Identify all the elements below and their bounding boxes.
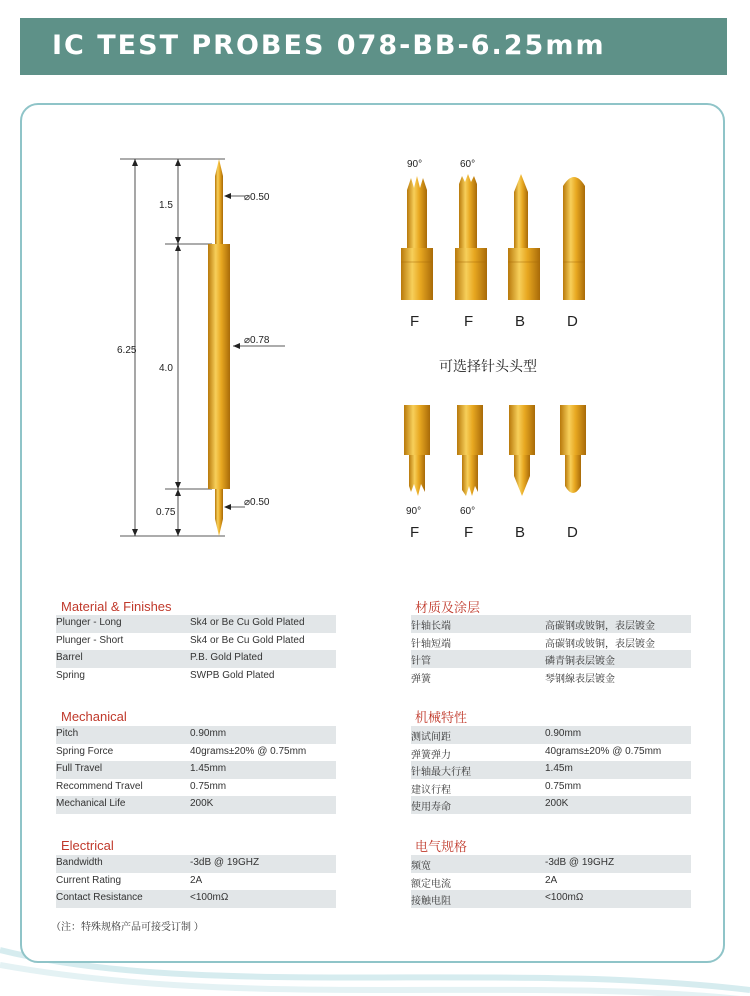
cn-mechanical-table [411, 726, 691, 814]
table-row [56, 650, 336, 668]
spec-key: Recommend Travel [56, 780, 143, 792]
spec-value: Sk4 or Be Cu Gold Plated [190, 634, 305, 646]
spec-key: Mechanical Life [56, 798, 126, 809]
tip-letter-bottom-1: F [410, 524, 420, 541]
tip-d-top [563, 177, 585, 300]
spec-key: Barrel [56, 652, 83, 663]
cn-mechanical-title: 机械特性 [415, 710, 468, 725]
cn-electrical-table [411, 855, 691, 908]
en-material-table [56, 615, 336, 685]
table-row [56, 779, 336, 797]
spec-value: 琴钢線表层镀金 [545, 673, 615, 685]
tip-f90-top [401, 176, 433, 300]
spec-key: Plunger - Short [56, 634, 124, 646]
tip-f90-bottom [404, 405, 430, 496]
footnote: （注：特殊规格产品可接受订制 ） [51, 922, 204, 933]
tip-letter-top-3: B [515, 313, 526, 330]
spec-key: Bandwidth [56, 857, 103, 868]
dim-tip-bottom-label: 0.75 [156, 507, 176, 518]
spec-value: 0.75mm [190, 780, 227, 792]
table-row [56, 796, 336, 814]
spec-key: Plunger - Long [56, 617, 122, 628]
spec-value: 0.90mm [190, 728, 227, 739]
spec-key: 弹簧 [411, 673, 431, 685]
spec-value: <100mΩ [545, 892, 584, 903]
spec-key: Spring [56, 669, 85, 681]
table-row [56, 855, 336, 873]
spec-value: 40grams±20% @ 0.75mm [545, 745, 662, 757]
spec-value: 0.90mm [545, 728, 582, 739]
spec-value: 40grams±20% @ 0.75mm [190, 745, 307, 757]
dim-total-label: 6.25 [117, 345, 137, 356]
tips-caption: 可选择针头头型 [439, 358, 537, 374]
tip-b-top [508, 174, 540, 300]
spec-value: 高碳钢或铍铜，表层镀金 [545, 621, 655, 632]
table-row [56, 744, 336, 762]
spec-key: 针轴长端 [411, 621, 451, 632]
tip-angle-60-top: 60° [460, 159, 476, 170]
table-row [411, 873, 691, 891]
tip-letter-bottom-3: B [515, 524, 526, 541]
page-title: IC TEST PROBES 078-BB-6.25mm [52, 30, 606, 61]
spec-value: 磷青铜表层镀金 [545, 656, 615, 667]
tip-letter-bottom-4: D [567, 524, 578, 541]
spec-key: 接触电阻 [411, 896, 451, 907]
table-row [411, 744, 691, 762]
spec-key: 测试间距 [411, 732, 451, 743]
spec-key: 针轴短端 [411, 638, 451, 650]
table-row [56, 873, 336, 891]
spec-key: Pitch [56, 728, 79, 739]
table-row [411, 855, 691, 873]
table-row [411, 650, 691, 668]
en-electrical-title: Electrical [61, 838, 114, 853]
spec-value: SWPB Gold Plated [190, 669, 275, 681]
table-row [411, 726, 691, 744]
table-row [411, 633, 691, 651]
tip-f60-bottom [457, 405, 483, 496]
spec-key: Spring Force [56, 745, 114, 757]
spec-value: 200K [545, 798, 569, 809]
spec-key: 针轴最大行程 [411, 767, 471, 778]
probe-body [208, 159, 230, 536]
spec-value: 2A [545, 874, 558, 886]
en-mechanical-title: Mechanical [61, 709, 127, 724]
tip-f60-top [455, 174, 487, 300]
table-row [411, 796, 691, 814]
spec-key: 建议行程 [411, 784, 451, 796]
table-row [411, 779, 691, 797]
spec-value: P.B. Gold Plated [190, 652, 263, 663]
cn-electrical-title: 电气规格 [415, 839, 468, 854]
tip-letter-bottom-2: F [464, 524, 474, 541]
spec-value: 1.45mm [190, 763, 227, 774]
tip-styles-top [401, 174, 585, 300]
spec-value: -3dB @ 19GHZ [545, 857, 615, 868]
spec-key: Full Travel [56, 763, 103, 774]
tip-b-bottom [509, 405, 535, 496]
dia-top-label: ⌀0.50 [244, 192, 270, 203]
spec-key: 弹簧弹力 [411, 749, 451, 761]
en-electrical-table [56, 855, 336, 908]
spec-value: 200K [190, 798, 214, 809]
spec-value: 2A [190, 874, 203, 886]
spec-value: 1.45m [545, 763, 573, 774]
table-row [411, 761, 691, 779]
en-material-title: Material & Finishes [61, 599, 172, 614]
spec-value: Sk4 or Be Cu Gold Plated [190, 617, 305, 628]
spec-value: 高碳钢或铍铜，表层镀金 [545, 638, 655, 650]
table-row [411, 890, 691, 908]
spec-key: Current Rating [56, 874, 122, 886]
spec-value: -3dB @ 19GHZ [190, 857, 260, 868]
dia-bottom-label: ⌀0.50 [244, 497, 270, 508]
table-row [56, 615, 336, 633]
spec-key: 频宽 [411, 861, 431, 872]
dim-tip-top-label: 1.5 [159, 200, 173, 211]
spec-value: 0.75mm [545, 780, 582, 792]
tip-angle-90-top: 90° [407, 159, 423, 170]
tip-letter-top-2: F [464, 313, 474, 330]
table-row [411, 668, 691, 686]
en-mechanical-table [56, 726, 336, 814]
table-row [56, 890, 336, 908]
dia-barrel-label: ⌀0.78 [244, 335, 270, 346]
table-row [56, 726, 336, 744]
tip-d-bottom [560, 405, 586, 493]
cn-material-title: 材质及涂层 [415, 600, 481, 615]
spec-key: 使用寿命 [411, 802, 451, 813]
spec-value: <100mΩ [190, 892, 229, 903]
tip-angle-60-bottom: 60° [460, 506, 476, 517]
tip-letter-top-1: F [410, 313, 420, 330]
spec-key: 针管 [411, 656, 431, 667]
tip-letter-top-4: D [567, 313, 578, 330]
cn-material-table [411, 615, 691, 685]
table-row [411, 615, 691, 633]
table-row [56, 633, 336, 651]
table-row [56, 761, 336, 779]
spec-key: Contact Resistance [56, 892, 143, 903]
dim-barrel-label: 4.0 [159, 363, 173, 374]
table-row [56, 668, 336, 686]
tip-styles-bottom [404, 405, 586, 496]
extension-lines [120, 159, 285, 536]
spec-key: 额定电流 [411, 878, 451, 890]
tip-angle-90-bottom: 90° [406, 506, 422, 517]
